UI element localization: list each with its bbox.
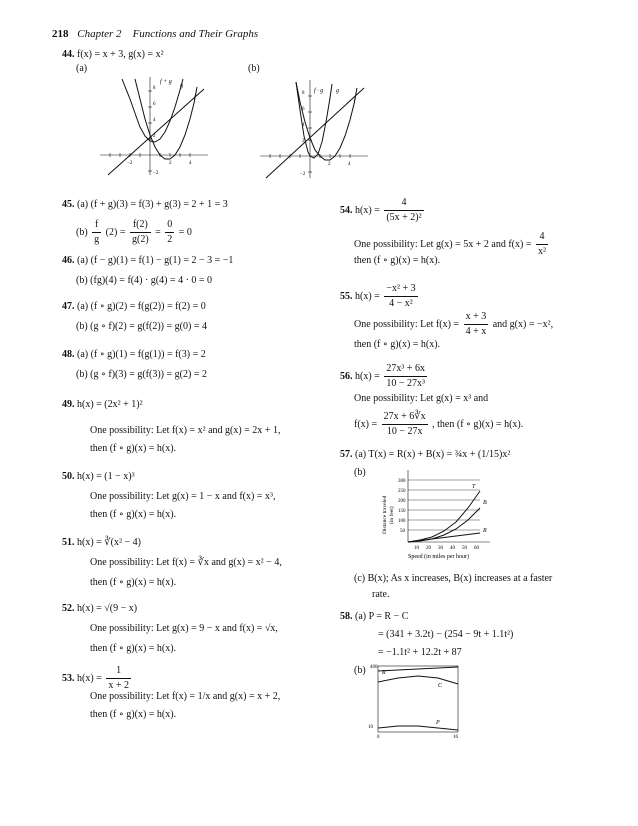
problem-45b: (b) $\frac{f}{g}$ (2) = $\frac{f(2)}{g(2)}$ = $\frac{0}{2}$ = 0	[76, 219, 192, 245]
tick-label: 250	[398, 489, 406, 494]
tick-label: 40	[450, 546, 455, 551]
chapter-title: Functions and Their Graphs	[132, 28, 259, 40]
page-number: 218	[52, 28, 69, 40]
part-label: (b)	[354, 665, 366, 676]
solution-line: then (f ∘ g)(x) = h(x).	[90, 509, 177, 520]
page-header	[52, 28, 258, 40]
problem-57a: 57. (a) T(x) = R(x) + B(x) = ¾x + (1/15)x²	[340, 449, 511, 460]
problem-statement: f(x) = x + 3, g(x) = x²	[77, 49, 164, 60]
solution-line: One possibility: Let f(x) = x² and g(x) = 2x + 1,	[90, 425, 281, 436]
y-axis-label: (in feet)	[389, 506, 395, 524]
graph-44b	[260, 78, 370, 180]
tick-label: 10	[414, 546, 419, 551]
solution-line: One possibility: Let g(x) = 9 − x and f(x) = √x,	[90, 623, 278, 634]
curve-label: B	[483, 500, 487, 506]
solution-line: then (f ∘ g)(x) = h(x).	[90, 443, 177, 454]
solution-line: then (f ∘ g)(x) = h(x).	[90, 577, 177, 588]
problem-52: 52. h(x) = √(9 − x)	[62, 603, 138, 614]
tick-label: 50	[462, 546, 467, 551]
solution-line: One possibility: Let g(x) = 5x + 2 and f(x) = $\frac{4}{\text{x²}}$	[354, 231, 546, 257]
tick-label: 60	[474, 546, 479, 551]
tick-label: 16	[453, 735, 458, 740]
fraction: $\frac{27x + 6∛x}{10 - 27x}$	[383, 411, 426, 437]
solution-line: then (f ∘ g)(x) = h(x).	[354, 255, 441, 266]
curve-label: f	[354, 98, 356, 104]
graph-44a	[100, 75, 210, 177]
y-axis-label: Distance traveled	[382, 495, 388, 534]
graph-58	[370, 662, 466, 742]
tick-label: 4	[302, 123, 305, 128]
problem-number: 45.	[62, 199, 75, 210]
solution-line: = (341 + 3.2t) − (254 − 9t + 1.1t²)	[378, 629, 514, 640]
part-label: (b)	[354, 467, 366, 478]
curve-label: g	[336, 88, 339, 94]
tick-label: 2	[153, 134, 156, 139]
tick-label: 50	[400, 529, 405, 534]
problem-46b: (b) (fg)(4) = f(4) · g(4) = 4 · 0 = 0	[76, 275, 213, 286]
tick-label: 4	[348, 162, 351, 167]
graph-a-label: (a)	[76, 63, 88, 74]
tick-label: 0	[377, 735, 380, 740]
solution-line: One possibility: Let f(x) = $\frac{x + 3}{4 + x}$ and g(x) = −x²,	[354, 311, 554, 337]
tick-label: −2	[300, 172, 306, 177]
fraction: $\frac{0}{2}$	[167, 219, 173, 245]
tick-label: 6	[153, 102, 156, 107]
tick-label: 8	[302, 91, 305, 96]
problem-48b: (b) (g ∘ f)(3) = g(f(3)) = g(2) = 2	[76, 369, 207, 380]
graph-57	[380, 466, 498, 562]
solution-line: One possibility: Let g(x) = x³ and	[354, 393, 489, 404]
x-axis-label: Speed (in miles per hour)	[408, 554, 469, 560]
curve-label: R	[382, 670, 386, 676]
tick-label: 200	[398, 499, 406, 504]
solution-line: then (f ∘ g)(x) = h(x).	[90, 643, 177, 654]
problem-54: 54. h(x) = $\frac{4}{\text{(5x + 2)²}}$	[340, 197, 422, 223]
solution-line: One possibility: Let f(x) = ∛x and g(x) = x² − 4,	[90, 557, 282, 568]
fraction: $\frac{f(2)}{g(2)}$	[131, 219, 149, 245]
part-a: (a) (f + g)(3) = f(3) + g(3) = 2 + 1 = 3	[77, 199, 228, 210]
tick-label: 2	[302, 139, 305, 144]
chapter-label: Chapter 2	[77, 28, 122, 40]
tick-label: 2	[169, 161, 172, 166]
tick-label: 400	[370, 665, 378, 670]
tick-label: 6	[302, 107, 305, 112]
tick-label: −2	[127, 161, 133, 166]
problem-51: 51. h(x) = ∛(x² − 4)	[62, 537, 141, 548]
tick-label: 150	[398, 509, 406, 514]
problem-56: 56. h(x) = $\frac{\text{27x³ + 6x}}{\text{10 − 27x³}}$	[340, 363, 425, 389]
problem-58a: 58. (a) P = R − C	[340, 611, 409, 622]
tick-label: 8	[153, 86, 156, 91]
fraction: $\frac{4}{\text{(5x + 2)²}}$	[386, 197, 422, 223]
problem-48a: 48. (a) (f ∘ g)(1) = f(g(1)) = f(3) = 2	[62, 349, 206, 360]
solution-line: One possibility: Let f(x) = 1/x and g(x) = x + 2,	[90, 691, 281, 702]
graph-b-label: (b)	[248, 63, 260, 74]
tick-label: 30	[438, 546, 443, 551]
tick-label: 20	[426, 546, 431, 551]
curve-label: f	[194, 95, 196, 101]
fraction: $\frac{1}{x + 2}$	[108, 665, 129, 691]
curve-label: f · g	[314, 88, 324, 94]
problem-55: 55. h(x) = $\frac{\text{−x² + 3}}{\text{4 − x²}}$	[340, 283, 416, 309]
curve-label: R	[483, 528, 487, 534]
curve-label: f + g	[160, 79, 172, 85]
problem-47b: (b) (g ∘ f)(2) = g(f(2)) = g(0) = 4	[76, 321, 207, 332]
problem-53: 53. h(x) = $\frac{1}{x + 2}$	[62, 665, 129, 691]
problem-45a	[62, 198, 228, 212]
quotient-fraction: $\frac{f}{g}$	[94, 219, 100, 245]
fraction: $\frac{\text{27x³ + 6x}}{\text{10 − 27x³}}$	[386, 363, 425, 389]
tick-label: 2	[328, 162, 331, 167]
problem-44	[62, 48, 164, 62]
solution-line: then (f ∘ g)(x) = h(x).	[354, 339, 441, 350]
tick-label: 100	[398, 519, 406, 524]
solution-line: f(x) = $\frac{27x + 6∛x}{10 - 27x}$ , then (f ∘ g)(x) = h(x).	[354, 411, 524, 437]
problem-50: 50. h(x) = (1 − x)³	[62, 471, 135, 482]
part-label: (b)	[76, 226, 88, 238]
problem-49: 49. h(x) = (2x² + 1)²	[62, 399, 143, 410]
tick-label: 4	[189, 161, 192, 166]
tick-label: 10	[368, 725, 373, 730]
solution-line: = −1.1t² + 12.2t + 87	[378, 647, 462, 658]
tick-label: −2	[153, 171, 159, 176]
problem-number: 44.	[62, 49, 75, 60]
tick-label: 4	[153, 118, 156, 123]
curve-label: P	[436, 720, 440, 726]
curve-label: T	[472, 484, 476, 490]
part-c: (c) B(x); As x increases, B(x) increases at a faster	[354, 573, 553, 584]
solution-line: One possibility: Let g(x) = 1 − x and f(x) = x³,	[90, 491, 276, 502]
solution-line: then (f ∘ g)(x) = h(x).	[90, 709, 177, 720]
fraction: $\frac{\text{−x² + 3}}{\text{4 − x²}}$	[386, 283, 416, 309]
problem-46a: 46. (a) (f − g)(1) = f(1) − g(1) = 2 − 3 = −1	[62, 255, 234, 266]
fraction: $\frac{x + 3}{4 + x}$	[465, 311, 487, 337]
tick-label: 300	[398, 479, 406, 484]
curve-label: g	[180, 83, 183, 89]
curve-label: C	[438, 683, 443, 689]
fraction: $\frac{4}{\text{x²}}$	[537, 231, 546, 257]
part-c-cont: rate.	[372, 589, 390, 600]
problem-47a: 47. (a) (f ∘ g)(2) = f(g(2)) = f(2) = 0	[62, 301, 206, 312]
